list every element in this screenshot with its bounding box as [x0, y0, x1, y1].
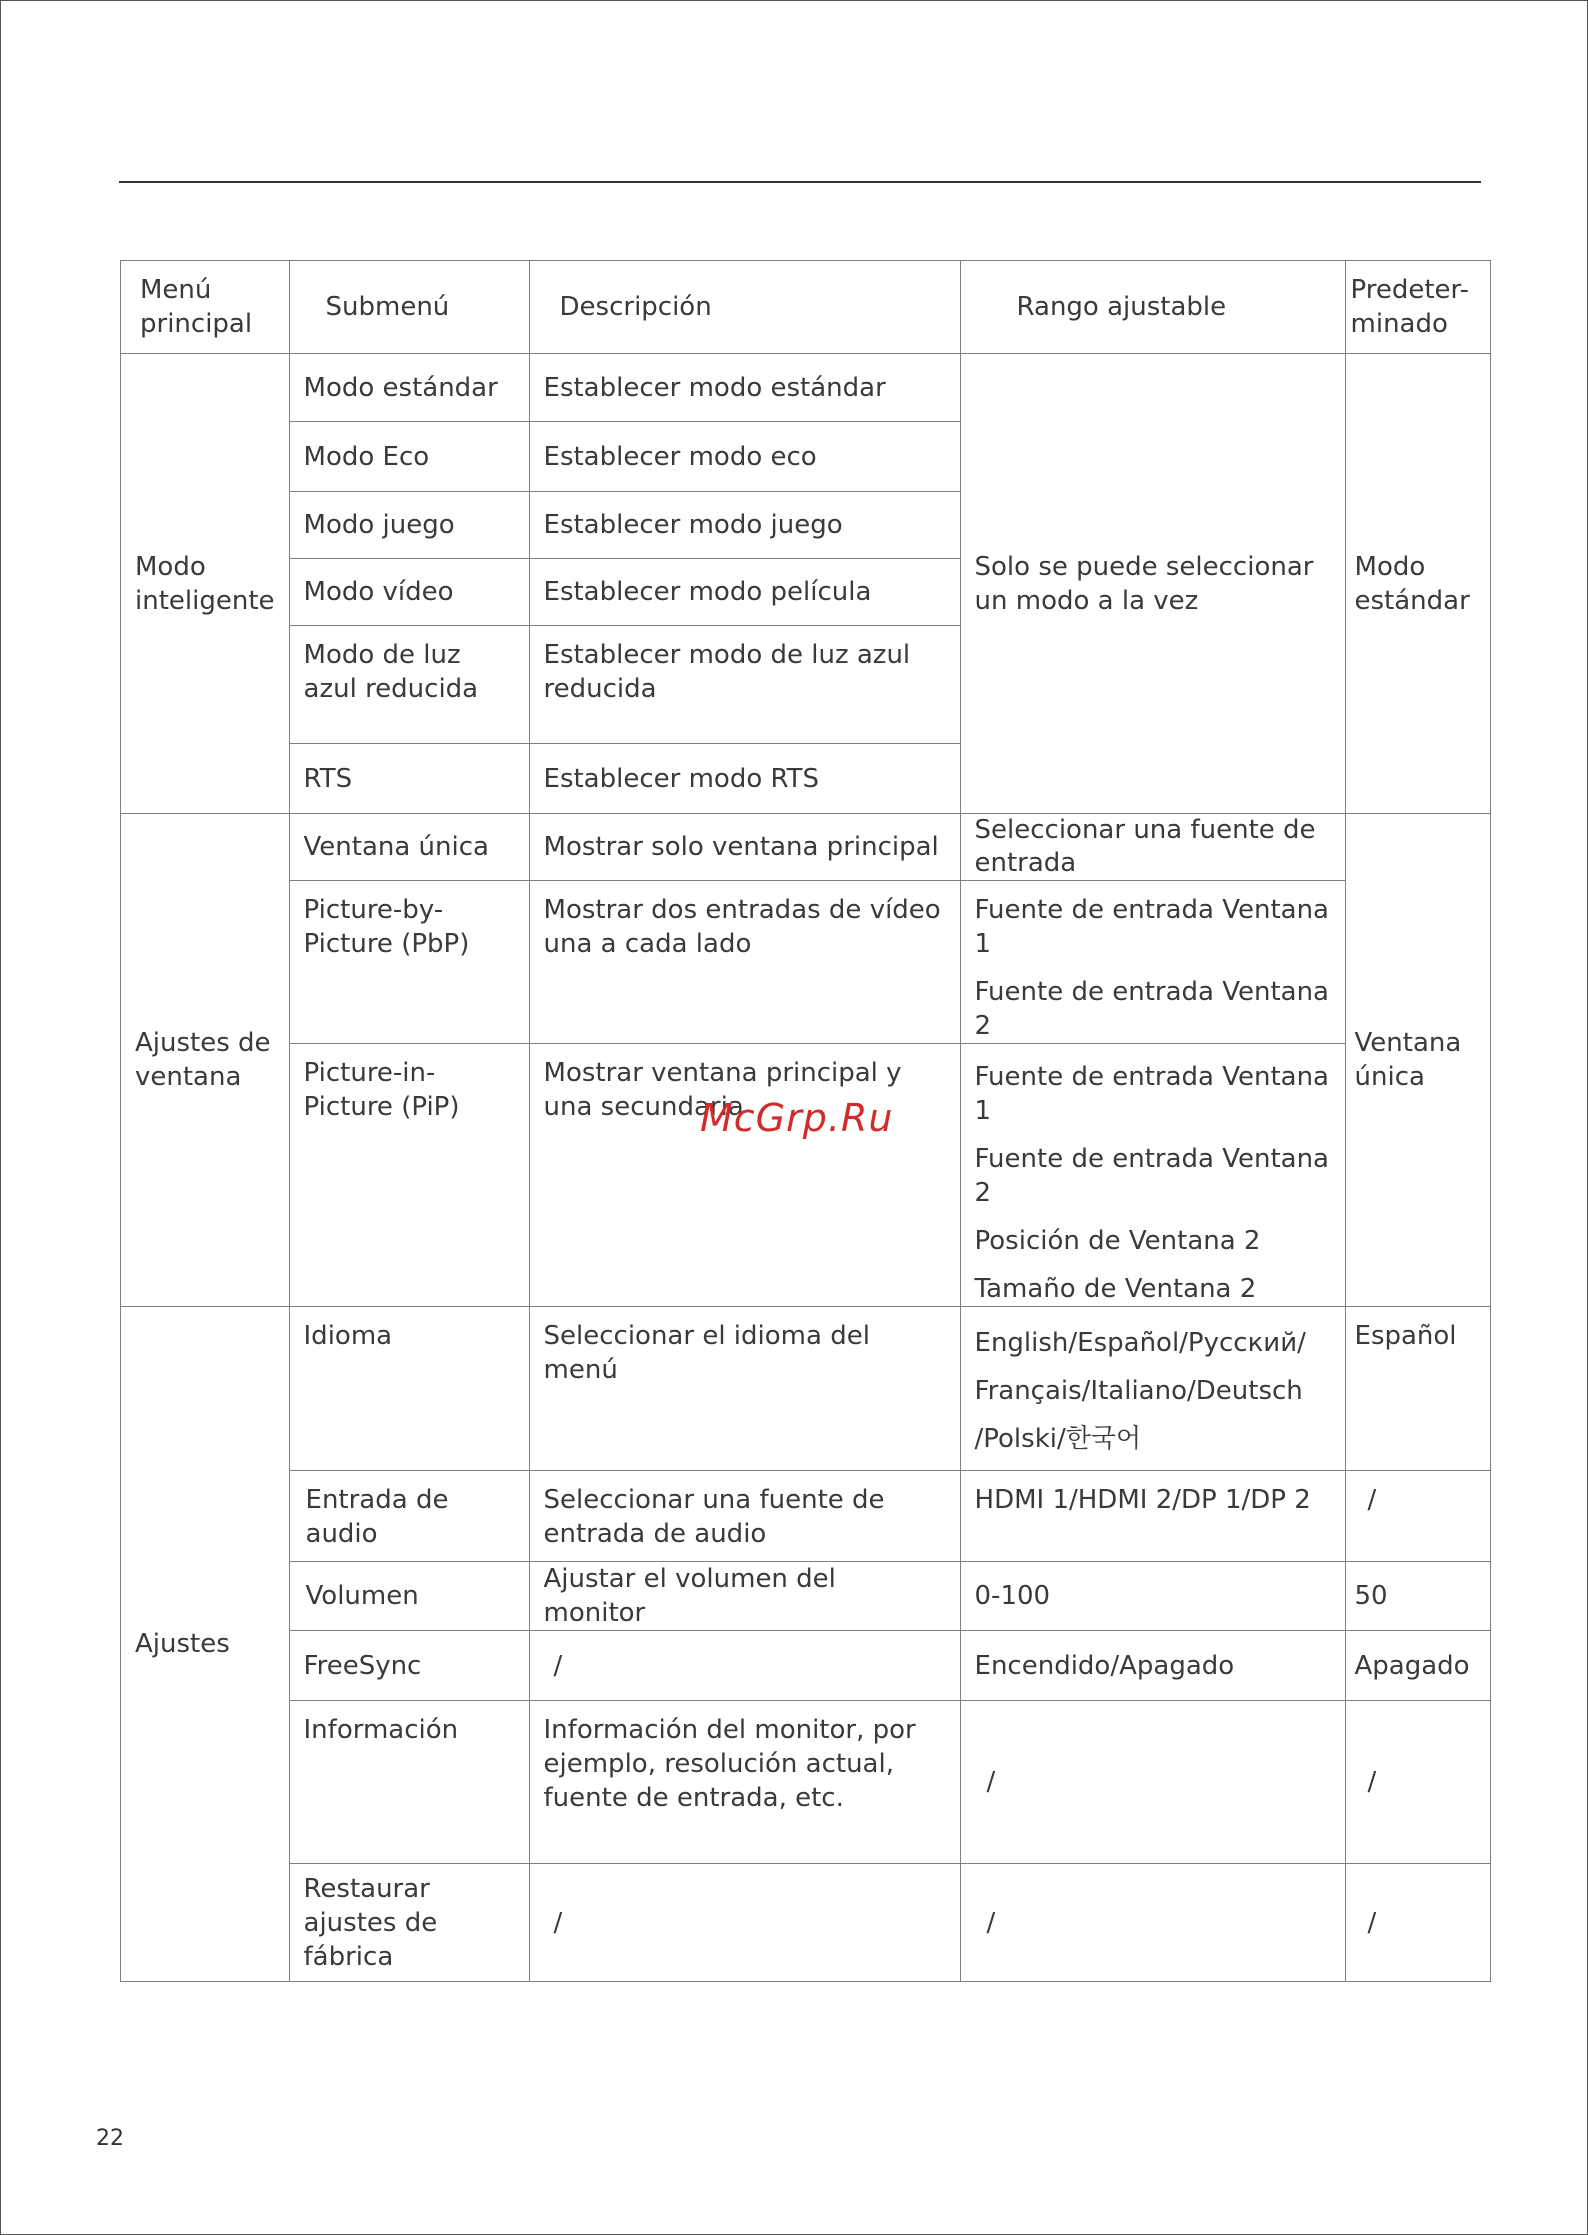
submenu-cell: Entrada de audio	[289, 1471, 529, 1562]
submenu-cell: Modo Eco	[289, 422, 529, 492]
range-cell: HDMI 1/HDMI 2/DP 1/DP 2	[960, 1471, 1345, 1562]
description-cell: Establecer modo estándar	[529, 354, 960, 422]
description-cell: Establecer modo eco	[529, 422, 960, 492]
table-row	[121, 881, 1491, 1044]
description-cell: Mostrar ventana principal y una secundaria	[529, 1044, 960, 1307]
description-cell: Seleccionar una fuente de entrada de audio	[529, 1471, 960, 1562]
header-default: Predeter- minado	[1345, 261, 1490, 354]
table-row	[121, 1562, 1491, 1631]
default-cell: Apagado	[1345, 1631, 1490, 1701]
submenu-cell: RTS	[289, 744, 529, 814]
submenu-cell: Picture-in- Picture (PiP)	[289, 1044, 529, 1307]
submenu-cell: Modo vídeo	[289, 559, 529, 626]
default-smart-mode: Modo estándar	[1345, 354, 1490, 814]
default-cell: Español	[1345, 1307, 1490, 1471]
submenu-cell: Picture-by- Picture (PbP)	[289, 881, 529, 1044]
header-range: Rango ajustable	[960, 261, 1345, 354]
default-window-settings: Ventana única	[1345, 814, 1490, 1307]
description-cell: Establecer modo RTS	[529, 744, 960, 814]
page-number: 22	[96, 2126, 124, 2151]
header-submenu: Submenú	[289, 261, 529, 354]
header-main-menu: Menú principal	[121, 261, 290, 354]
header-description: Descripción	[529, 261, 960, 354]
header-rule	[119, 181, 1481, 183]
range-cell: Encendido/Apagado	[960, 1631, 1345, 1701]
main-menu-window-settings: Ajustes de ventana	[121, 814, 290, 1307]
table-header-row	[121, 261, 1491, 354]
submenu-cell: Restaurar ajustes de fábrica	[289, 1864, 529, 1982]
submenu-cell: Información	[289, 1701, 529, 1864]
range-cell: English/Español/Русский/ Français/Italiano/Deutsch /Polski/한국어	[960, 1307, 1345, 1471]
range-cell: /	[960, 1864, 1345, 1982]
table-row	[121, 1307, 1491, 1471]
table-row	[121, 1631, 1491, 1701]
table-row	[121, 1864, 1491, 1982]
submenu-cell: FreeSync	[289, 1631, 529, 1701]
submenu-cell: Modo estándar	[289, 354, 529, 422]
submenu-cell: Volumen	[289, 1562, 529, 1631]
submenu-cell: Ventana única	[289, 814, 529, 881]
main-menu-settings: Ajustes	[121, 1307, 290, 1982]
description-cell: /	[529, 1631, 960, 1701]
default-cell: /	[1345, 1864, 1490, 1982]
description-cell: Ajustar el volumen del monitor	[529, 1562, 960, 1631]
submenu-cell: Modo juego	[289, 492, 529, 559]
description-cell: Establecer modo de luz azul reducida	[529, 626, 960, 744]
main-menu-smart-mode: Modo inteligente	[121, 354, 290, 814]
description-cell: Información del monitor, por ejemplo, resolución actual, fuente de entrada, etc.	[529, 1701, 960, 1864]
submenu-cell: Idioma	[289, 1307, 529, 1471]
description-cell: Establecer modo película	[529, 559, 960, 626]
table-row	[121, 354, 1491, 422]
range-cell: 0-100	[960, 1562, 1345, 1631]
default-cell: 50	[1345, 1562, 1490, 1631]
submenu-cell: Modo de luz azul reducida	[289, 626, 529, 744]
description-cell: Seleccionar el idioma del menú	[529, 1307, 960, 1471]
range-cell: Fuente de entrada Ventana 1 Fuente de entrada Ventana 2	[960, 881, 1345, 1044]
description-cell: Mostrar dos entradas de vídeo una a cada lado	[529, 881, 960, 1044]
range-cell: Fuente de entrada Ventana 1 Fuente de entrada Ventana 2 Posición de Ventana 2 Tamaño de Ventana 2	[960, 1044, 1345, 1307]
table-row	[121, 1701, 1491, 1864]
description-cell: /	[529, 1864, 960, 1982]
default-cell: /	[1345, 1471, 1490, 1562]
range-cell: /	[960, 1701, 1345, 1864]
description-cell: Establecer modo juego	[529, 492, 960, 559]
table-row	[121, 1044, 1491, 1307]
table-row	[121, 1471, 1491, 1562]
table-row	[121, 814, 1491, 881]
range-smart-mode: Solo se puede seleccionar un modo a la vez	[960, 354, 1345, 814]
watermark: McGrp.Ru	[700, 1096, 894, 1140]
default-cell: /	[1345, 1701, 1490, 1864]
range-cell: Seleccionar una fuente de entrada	[960, 814, 1345, 881]
description-cell: Mostrar solo ventana principal	[529, 814, 960, 881]
